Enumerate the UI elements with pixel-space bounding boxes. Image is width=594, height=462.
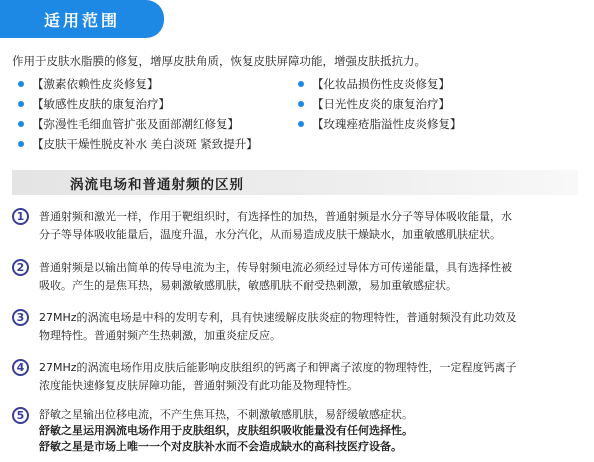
bullet-dot-icon	[298, 121, 304, 127]
usage-item	[18, 76, 159, 92]
difference-text	[39, 407, 579, 455]
text-line-bold: 舒敏之星运用涡流电场作用于皮肤组织，皮肤组织吸收能量没有任何选择性。	[39, 424, 413, 437]
difference-text	[39, 309, 579, 345]
difference-text	[39, 259, 579, 295]
difference-text	[39, 359, 579, 395]
text-line: 浓度能快速修复皮肤屏障功能，普通射频没有此功能及物理特性。	[39, 379, 358, 392]
usage-list	[18, 76, 578, 156]
text-line: 舒敏之星输出位移电流，不产生焦耳热，不刺激敏感肌肤，易舒缓敏感症状。	[39, 408, 413, 421]
section-header-bar	[12, 170, 578, 195]
bullet-dot-icon	[18, 141, 24, 147]
usage-item-label: 【玫瑰痤疮脂溢性皮炎修复】	[312, 117, 462, 131]
usage-item-label: 【敏感性皮肤的康复治疗】	[32, 97, 170, 111]
number-badge: 2	[12, 259, 29, 276]
text-line: 分子等导体吸收能量后，温度升温，水分汽化，从而易造成皮肤干燥缺水，加重敏感肌肤症状。	[39, 228, 501, 241]
text-line: 27MHz的涡流电场是中科的发明专利，具有快速缓解皮肤炎症的物理特性，普通射频没有此功效及	[39, 311, 517, 324]
usage-item	[298, 76, 450, 92]
text-line: 物理特性。普通射频产生热刺激，加重炎症反应。	[39, 329, 281, 342]
difference-text	[39, 208, 579, 244]
text-line: 普通射频和激光一样，作用于靶组织时，有选择性的加热，普通射频是水分子等导体吸收能量，水	[39, 210, 512, 223]
usage-item	[18, 136, 258, 152]
usage-item-label: 【化妆品损伤性皮炎修复】	[312, 77, 450, 91]
usage-item	[298, 96, 450, 112]
number-badge: 4	[12, 359, 29, 376]
text-line: 吸收。产生的是焦耳热，易刺激敏感肌肤，敏感肌肤不耐受热刺激，易加重敏感症状。	[39, 279, 457, 292]
usage-item-label: 【弥漫性毛细血管扩张及面部潮红修复】	[32, 117, 239, 131]
usage-item-label: 【皮肤干燥性脱皮补水 美白淡斑 紧致提升】	[32, 137, 258, 151]
text-line-bold: 舒敏之星是市场上唯一一个对皮肤补水而不会造成缺水的高科技医疗设备。	[39, 440, 402, 453]
bullet-dot-icon	[18, 101, 24, 107]
usage-item	[18, 96, 170, 112]
intro-text: 作用于皮肤水脂膜的修复，增厚皮肤角质，恢复皮肤屏障功能，增强皮肤抵抗力。	[12, 54, 426, 68]
text-line: 普通射频是以输出简单的传导电流为主，传导射频电流必须经过导体方可传递能量，具有选择性被	[39, 261, 512, 274]
bullet-dot-icon	[298, 81, 304, 87]
text-line: 27MHz的涡流电场作用皮肤后能影响皮肤组织的钙离子和钾离子浓度的物理特性，一定程度钙离子	[39, 361, 517, 374]
number-badge: 5	[12, 407, 29, 424]
usage-item-label: 【激素依赖性皮炎修复】	[32, 77, 159, 91]
section-badge-scope: 适用范围	[0, 0, 164, 38]
usage-item	[18, 116, 239, 132]
number-badge: 1	[12, 208, 29, 225]
bullet-dot-icon	[18, 121, 24, 127]
section-title: 涡流电场和普通射频的区别	[70, 176, 244, 193]
bullet-dot-icon	[298, 101, 304, 107]
number-badge: 3	[12, 309, 29, 326]
bullet-dot-icon	[18, 81, 24, 87]
usage-item-label: 【日光性皮炎的康复治疗】	[312, 97, 450, 111]
usage-item	[298, 116, 462, 132]
